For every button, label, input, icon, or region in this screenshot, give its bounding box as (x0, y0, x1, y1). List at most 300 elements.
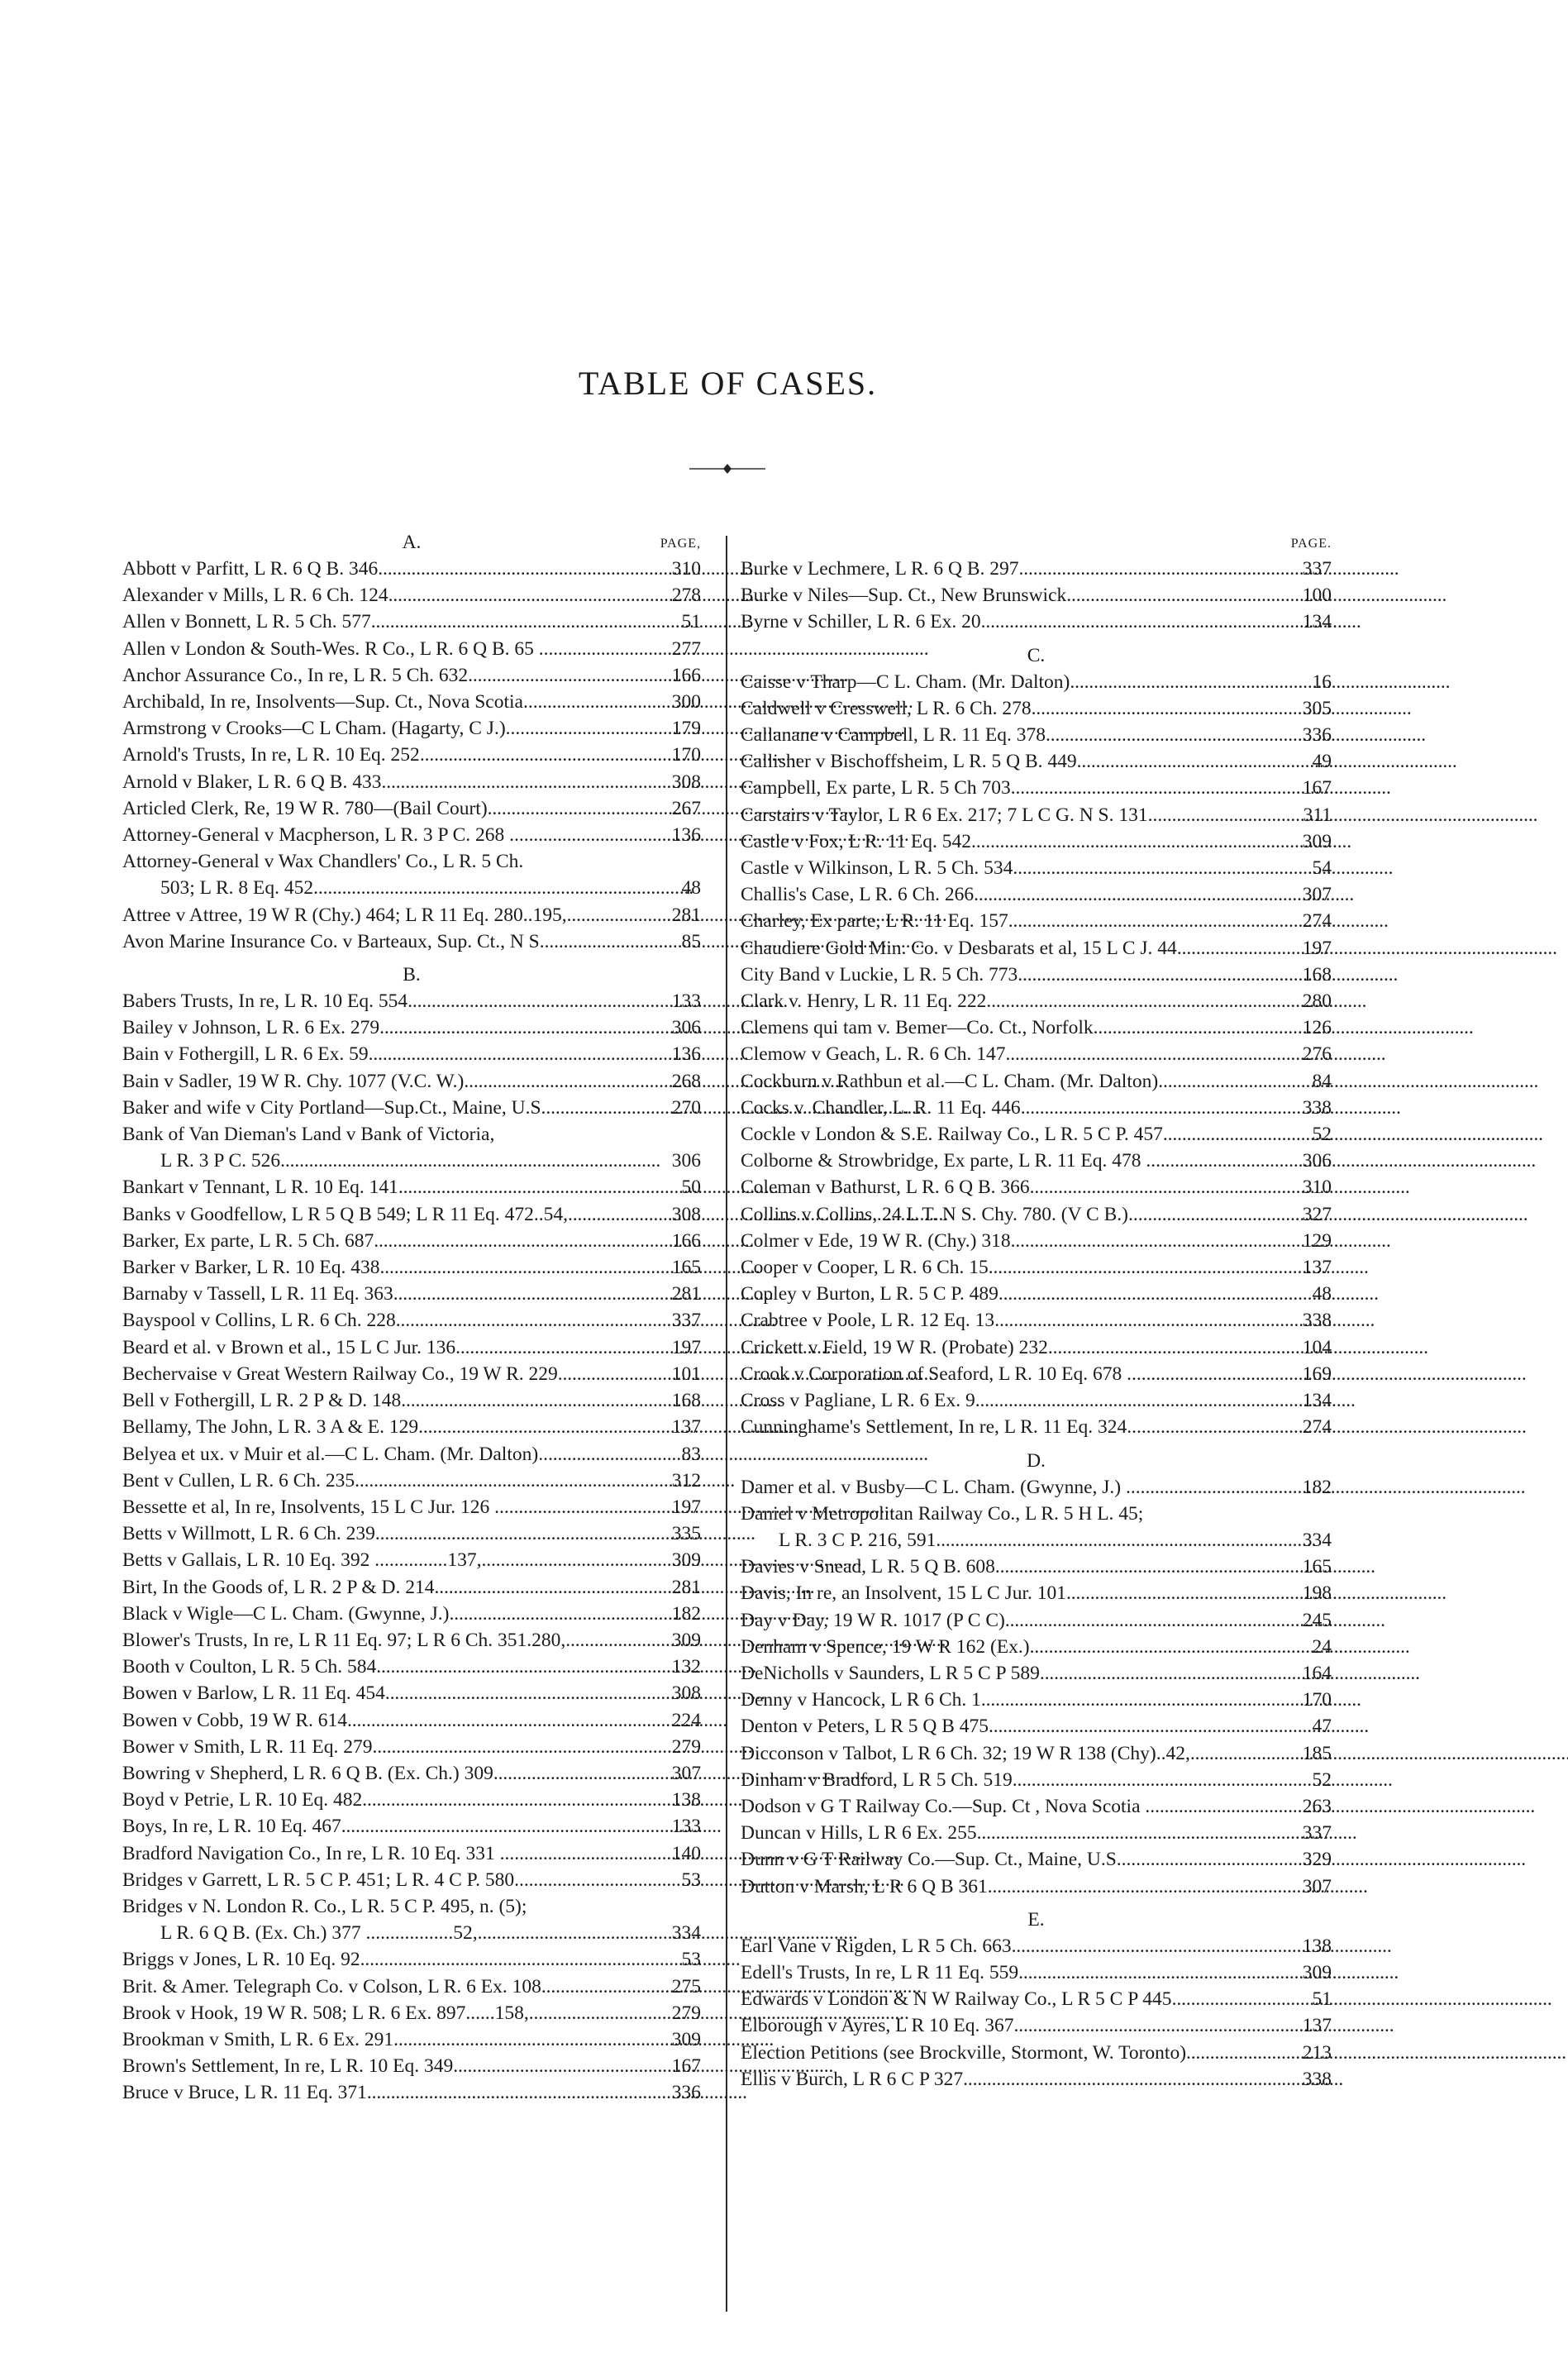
case-page-number: 136 (671, 1043, 701, 1066)
case-entry (741, 1387, 1332, 1414)
case-entry (122, 1441, 701, 1468)
case-name: Bridges v Garrett, L R. 5 C P. 451; L R. 4 C P. 580.. (122, 1869, 524, 1891)
dot-leader (378, 556, 665, 582)
case-page-number: 327 (1302, 1203, 1332, 1225)
case-page-number: 310 (671, 558, 701, 580)
case-entry (122, 1601, 701, 1627)
case-page-number: 133 (671, 990, 701, 1013)
case-page-number: 134 (1302, 1390, 1332, 1412)
section-letter-a: A. (402, 532, 422, 553)
dot-leader (280, 1148, 665, 1174)
dot-leader (371, 609, 665, 635)
case-page-number: 263 (1302, 1795, 1332, 1817)
case-page-number: 168 (1302, 963, 1332, 986)
case-page-number: 51 (681, 611, 701, 633)
case-entry (741, 1201, 1332, 1228)
case-entry (741, 1361, 1332, 1387)
case-name: Dutton v Marsh, L R 6 Q B 361 (741, 1875, 988, 1897)
dot-leader (989, 1713, 1295, 1740)
case-page-number: 198 (1302, 1582, 1332, 1605)
case-page-number: 224 (671, 1709, 701, 1731)
case-entry (122, 1734, 701, 1760)
case-name: Bank of Van Dieman's Land v Bank of Victoria, (122, 1124, 495, 1146)
case-entry (741, 1307, 1332, 1334)
case-name: Bowen v Barlow, L R. 11 Eq. 454 (122, 1682, 385, 1705)
case-name: Clark v. Henry, L R. 11 Eq. 222 (741, 990, 987, 1013)
dot-leader (381, 769, 665, 795)
case-entry (741, 1414, 1332, 1440)
dot-leader (1032, 695, 1295, 722)
case-entry (122, 1281, 701, 1307)
case-entry (741, 1501, 1332, 1527)
right-column (741, 529, 1332, 2093)
case-entry (741, 748, 1332, 775)
case-name: Cunninghame's Settlement, In re, L R. 11 Eq. 324.... (741, 1416, 1146, 1439)
dot-leader (455, 1334, 665, 1361)
section-e-entries (741, 1933, 1332, 2093)
page-title: TABLE OF CASES. (578, 365, 878, 402)
case-page-number: 137 (671, 1416, 701, 1439)
case-page-number: 336 (1302, 724, 1332, 747)
case-page-number: 213 (1302, 2041, 1332, 2064)
case-name: Belyea et ux. v Muir et al.—C L. Cham. (Mr. Dalton).. (122, 1443, 548, 1465)
case-name: Coleman v Bathurst, L R. 6 Q B. 366 (741, 1176, 1030, 1199)
dot-leader (1011, 1228, 1295, 1254)
case-entry (122, 1547, 701, 1573)
section-letter-c: C. (1027, 644, 1046, 666)
section-letter-b: B. (403, 964, 421, 986)
case-name: Davis, In re, an Insolvent, 15 L C Jur. 101 (741, 1582, 1067, 1605)
dot-leader (1066, 582, 1295, 609)
case-name: Crabtree v Poole, L R. 12 Eq. 13 (741, 1310, 995, 1332)
case-page-number: 53 (681, 1949, 701, 1971)
case-name: Brit. & Amer. Telegraph Co. v Colson, L R. 6 Ex. 108 (122, 1975, 541, 1997)
case-page-number: 337 (1302, 1822, 1332, 1845)
case-page-number: 276 (1302, 1043, 1332, 1066)
dot-leader (558, 1361, 665, 1387)
case-entry (741, 1740, 1332, 1767)
case-page-number: 126 (1302, 1017, 1332, 1039)
case-entry (741, 1121, 1332, 1148)
case-name: Bechervaise v Great Western Railway Co., 19 W R. 229 (122, 1363, 558, 1385)
case-entry (741, 669, 1332, 695)
dot-leader (1146, 1414, 1295, 1440)
section-b-entries (122, 988, 701, 2107)
case-page-number: 307 (1302, 884, 1332, 906)
case-entry (741, 775, 1332, 801)
case-name: Cockle v London & S.E. Railway Co., L R. 5 C P. 457 (741, 1124, 1163, 1146)
case-name: Bain v Sadler, 19 W R. Chy. 1077 (V.C. W.) (122, 1070, 465, 1092)
dot-leader (313, 875, 665, 901)
dot-leader (1172, 1986, 1295, 2012)
dot-leader (1177, 935, 1295, 962)
case-page-number: 167 (1302, 777, 1332, 799)
case-name: Barker, Ex parte, L R. 5 Ch. 687 (122, 1229, 374, 1252)
dot-leader (1146, 1846, 1295, 1873)
dot-leader (994, 1307, 1295, 1334)
dot-leader (1077, 748, 1295, 775)
case-name: Chaudiere Gold Min. Co. v Desbarats et al, 15 L C J. 44 (741, 937, 1177, 959)
section-letter-e: E. (1027, 1908, 1045, 1931)
case-page-number: 132 (671, 1656, 701, 1678)
case-entry (122, 848, 701, 875)
case-entry (741, 1933, 1332, 1959)
case-name: Bell v Fothergill, L R. 2 P & D. 148 (122, 1390, 402, 1412)
case-page-number: 138 (671, 1789, 701, 1811)
case-page-number: 166 (671, 664, 701, 686)
case-entry (122, 1520, 701, 1547)
dot-leader (565, 1627, 665, 1654)
case-name: Armstrong v Crooks—C L Cham. (Hagarty, C J.).... (122, 718, 526, 740)
case-name: Black v Wigle—C L. Cham. (Gwynne, J.) (122, 1602, 450, 1625)
dot-leader (1070, 669, 1295, 695)
case-entry (741, 695, 1332, 722)
dot-leader (1030, 1174, 1295, 1200)
case-page-number: 129 (1302, 1229, 1332, 1252)
case-name: Day v Day, 19 W R. 1017 (P C C) (741, 1609, 1005, 1631)
dot-leader (1013, 1767, 1295, 1793)
section-a-entries (122, 556, 701, 955)
dot-leader (1019, 556, 1295, 582)
case-entry (122, 902, 701, 928)
case-entry (122, 1654, 701, 1680)
case-page-number: 134 (1302, 611, 1332, 633)
case-page-number: 54 (1312, 857, 1332, 880)
case-entry (122, 1974, 701, 2000)
case-name: Avon Marine Insurance Co. v Barteaux, Sup. Ct., N S. (122, 930, 545, 952)
dot-leader (546, 1095, 665, 1121)
case-entry (122, 1893, 701, 1920)
case-name: Brook v Hook, 19 W R. 508; L R. 6 Ex. 897......158, (122, 2002, 529, 2024)
case-name: Bruce v Bruce, L R. 11 Eq. 371 (122, 2082, 367, 2104)
dot-leader (341, 1813, 665, 1840)
dot-leader (995, 1554, 1295, 1580)
case-name: Boyd v Petrie, L R. 10 Eq. 482 (122, 1789, 363, 1811)
case-page-number: 24 (1312, 1635, 1332, 1658)
dot-leader (407, 988, 665, 1014)
case-entry (122, 928, 701, 955)
case-name: Brown's Settlement, In re, L R. 10 Eq. 349 (122, 2055, 454, 2078)
dot-leader (1158, 1068, 1295, 1095)
case-page-number: 165 (1302, 1556, 1332, 1578)
case-page-number: 182 (671, 1602, 701, 1625)
case-name: Brookman v Smith, L R. 6 Ex. 291 (122, 2028, 394, 2050)
ornament-rule (686, 463, 769, 475)
dot-leader (1011, 775, 1295, 801)
case-page-number: 182 (1302, 1476, 1332, 1498)
case-name: Alexander v Mills, L R. 6 Ch. 124 (122, 585, 388, 607)
case-page-number: 268 (671, 1070, 701, 1092)
dot-leader (963, 2066, 1295, 2093)
dot-leader (1186, 2040, 1295, 2066)
case-entry (122, 1414, 701, 1440)
case-name: Denton v Peters, L R 5 Q B 475 (741, 1716, 989, 1738)
case-entry (122, 1254, 701, 1281)
case-page-number: 338 (1302, 1096, 1332, 1119)
case-page-number: 165 (671, 1257, 701, 1279)
case-page-number: 308 (671, 1203, 701, 1225)
dot-leader (548, 1441, 665, 1468)
case-entry (122, 875, 701, 901)
dot-leader (1048, 1334, 1295, 1361)
dot-leader (393, 1281, 665, 1307)
case-page-number: 245 (1302, 1609, 1332, 1631)
dot-leader (396, 1307, 665, 1334)
case-name: Arnold's Trusts, In re, L R. 10 Eq. 252 (122, 744, 420, 766)
case-name: Bellamy, The John, L R. 3 A & E. 129 (122, 1416, 419, 1439)
dot-leader (449, 1601, 665, 1627)
dot-leader (360, 1946, 665, 1973)
case-entry (122, 1840, 701, 1867)
case-name: Bowring v Shepherd, L R. 6 Q B. (Ex. Ch.) 309 (122, 1762, 493, 1784)
case-entry (122, 582, 701, 609)
case-page-number: 270 (671, 1096, 701, 1119)
case-page-number: 185 (1302, 1742, 1332, 1764)
case-entry (741, 881, 1332, 908)
case-name: Crook v Corporation of Seaford, L R. 10 Eq. 678 .... (741, 1363, 1146, 1385)
case-name: Betts v Gallais, L R. 10 Eq. 392 ...............137, (122, 1549, 482, 1572)
dot-leader (529, 822, 665, 848)
case-entry (741, 1820, 1332, 1846)
dot-leader (379, 1254, 665, 1281)
dot-leader (1146, 1361, 1295, 1387)
case-entry (122, 769, 701, 795)
case-entry (122, 1760, 701, 1787)
dot-leader (986, 988, 1295, 1014)
case-entry (122, 988, 701, 1014)
case-page-number: 53 (681, 1869, 701, 1891)
dot-leader (988, 1873, 1295, 1900)
section-c-entries (741, 669, 1332, 1441)
case-entry (122, 742, 701, 768)
case-page-number: 16 (1312, 671, 1332, 693)
case-entry (741, 1527, 1332, 1554)
case-entry (122, 662, 701, 689)
case-entry (741, 1334, 1332, 1361)
case-name: Allen v London & South-Wes. R Co., L R. 6 Q B. 65 .. (122, 637, 549, 660)
case-page-number: 309 (1302, 830, 1332, 852)
case-entry (122, 1787, 701, 1813)
dot-leader (362, 1787, 665, 1813)
case-entry (122, 1361, 701, 1387)
dot-leader (545, 928, 665, 955)
case-page-number: 334 (671, 1922, 701, 1945)
case-page-number: 336 (671, 2082, 701, 2104)
case-entry (122, 2079, 701, 2106)
dot-leader (1005, 1041, 1295, 1067)
section-d-entries (741, 1474, 1332, 1900)
dot-leader (369, 1041, 665, 1067)
case-name: Bailey v Johnson, L R. 6 Ex. 279 (122, 1017, 380, 1039)
case-name: Byrne v Schiller, L R. 6 Ex. 20 (741, 611, 981, 633)
dot-leader (435, 1574, 665, 1601)
case-name: Charley, Ex parte, L R. 11 Eq. 157 (741, 910, 1008, 933)
case-entry (122, 1121, 701, 1148)
case-name: Cooper v Cooper, L R. 6 Ch. 15 (741, 1257, 989, 1279)
case-page-number: 48 (681, 877, 701, 900)
case-page-number: 179 (671, 718, 701, 740)
dot-leader (998, 1281, 1295, 1307)
case-page-number: 307 (671, 1762, 701, 1784)
case-name: Colborne & Strowbridge, Ex parte, L R. 11 Eq. 478 .. (741, 1150, 1156, 1172)
case-name: 503; L R. 8 Eq. 452 (160, 877, 314, 900)
case-name: Betts v Willmott, L R. 6 Ch. 239 (122, 1523, 375, 1545)
case-page-number: 305 (1302, 697, 1332, 719)
case-entry (741, 1634, 1332, 1660)
dot-leader (977, 1820, 1295, 1846)
case-entry (741, 1959, 1332, 1986)
case-name: Campbell, Ex parte, L R. 5 Ch 703 (741, 777, 1011, 799)
case-name: Dinham v Bradford, L R 5 Ch. 519 (741, 1768, 1013, 1791)
case-name: Davies v Snead, L R. 5 Q B. 608 (741, 1556, 995, 1578)
case-entry (741, 1793, 1332, 1820)
dot-leader (1030, 1634, 1295, 1660)
case-entry (122, 1627, 701, 1654)
case-name: L R. 6 Q B. (Ex. Ch.) 377 ..................52, (160, 1922, 478, 1945)
case-name: Barnaby v Tassell, L R. 11 Eq. 363 (122, 1283, 393, 1305)
case-name: Carstairs v Taylor, L R 6 Ex. 217; 7 L C G. N S. 131.. (741, 804, 1158, 826)
case-name: Babers Trusts, In re, L R. 10 Eq. 554 (122, 990, 408, 1013)
case-page-number: 338 (1302, 2068, 1332, 2090)
case-name: Dodson v G T Railway Co.—Sup. Ct , Nova Scotia .. (741, 1795, 1156, 1817)
case-entry (741, 1095, 1332, 1121)
case-entry (741, 556, 1332, 582)
case-page-number: 306 (671, 1150, 701, 1172)
case-entry (741, 988, 1332, 1014)
dot-leader (525, 715, 665, 742)
dot-leader (418, 1414, 665, 1440)
case-entry (122, 1334, 701, 1361)
case-entry (741, 935, 1332, 962)
case-entry (122, 1174, 701, 1200)
case-name: Castle v Fox, L R. 11 Eq. 542 (741, 830, 971, 852)
case-page-number: 308 (671, 771, 701, 793)
case-name: Cockburn v Rathbun et al.—C L. Cham. (Mr. Dalton) (741, 1070, 1159, 1092)
section-letter-d: D. (1027, 1449, 1046, 1472)
case-entry (122, 795, 701, 822)
case-name: Baker and wife v City Portland—Sup.Ct., Maine, U.S. (122, 1096, 546, 1119)
dot-leader (1005, 1607, 1295, 1634)
case-entry (741, 1873, 1332, 1900)
case-page-number: 308 (671, 1682, 701, 1705)
dot-leader (482, 1547, 665, 1573)
case-name: Edell's Trusts, In re, L R 11 Eq. 559 (741, 1961, 1019, 1983)
dot-leader (464, 1068, 665, 1095)
case-name: Banks v Goodfellow, L R 5 Q B 549; L R 11 Eq. 472..54, (122, 1203, 568, 1225)
case-entry (122, 1946, 701, 1973)
case-name: Callisher v Bischoffsheim, L R. 5 Q B. 449 (741, 751, 1077, 773)
case-entry (741, 1580, 1332, 1606)
case-name: Election Petitions (see Brockville, Stormont, W. Toronto) (741, 2041, 1187, 2064)
case-page-number: 133 (671, 1816, 701, 1838)
case-page-number: 279 (671, 2002, 701, 2024)
dot-leader (379, 1014, 665, 1041)
case-page-number: 100 (1302, 585, 1332, 607)
case-page-number: 51 (1312, 1988, 1332, 2011)
case-name: Bridges v N. London R. Co., L R. 5 C P. 495, n. (5); (122, 1895, 527, 1917)
dot-leader (981, 609, 1295, 635)
case-entry (741, 1014, 1332, 1041)
case-entry (741, 1068, 1332, 1095)
case-name: Elborough v Ayres, L R 10 Eq. 367 (741, 2015, 1014, 2037)
dot-leader (1012, 1933, 1295, 1959)
case-entry (122, 2026, 701, 2053)
case-page-number: 104 (1302, 1336, 1332, 1358)
case-name: Caldwell v Cresswell, L R. 6 Ch. 278 (741, 697, 1032, 719)
case-name: Boys, In re, L R. 10 Eq. 467 (122, 1816, 341, 1838)
case-name: Attree v Attree, 19 W R (Chy.) 464; L R 11 Eq. 280..195, (122, 904, 567, 926)
case-page-number: 279 (671, 1735, 701, 1758)
case-name: Bradford Navigation Co., In re, L R. 10 Eq. 331 .... (122, 1842, 520, 1864)
case-page-number: 307 (1302, 1875, 1332, 1897)
case-entry (741, 1041, 1332, 1067)
case-entry (122, 1867, 701, 1893)
case-name: Colmer v Ede, 19 W R. (Chy.) 318 (741, 1229, 1011, 1252)
case-name: Duncan v Hills, L R 6 Ex. 255 (741, 1822, 977, 1845)
dot-leader (1013, 855, 1295, 881)
case-entry (122, 1201, 701, 1228)
case-entry (741, 802, 1332, 828)
case-name: Clemow v Geach, L. R. 6 Ch. 147 (741, 1043, 1006, 1066)
case-entry (122, 1095, 701, 1121)
case-name: Bankart v Tennant, L R. 10 Eq. 141 (122, 1176, 398, 1199)
case-entry (741, 1554, 1332, 1580)
case-page-number: 137 (1302, 2015, 1332, 2037)
dot-leader (355, 1468, 665, 1494)
case-name: Bent v Cullen, L R. 6 Ch. 235 (122, 1469, 355, 1492)
dot-leader (1018, 1959, 1295, 1986)
case-page-number: 84 (1312, 1070, 1332, 1092)
dot-leader (974, 881, 1295, 908)
dot-leader (1157, 802, 1295, 828)
case-page-number: 136 (671, 824, 701, 847)
dot-leader (936, 1527, 1295, 1554)
case-name: Birt, In the Goods of, L R. 2 P & D. 214 (122, 1576, 435, 1598)
dot-leader (393, 2026, 665, 2053)
dot-leader (567, 902, 665, 928)
dot-leader (398, 1174, 665, 1200)
case-entry (122, 1707, 701, 1734)
case-entry (122, 715, 701, 742)
case-entry (122, 2053, 701, 2079)
case-entry (741, 1687, 1332, 1713)
case-name: Bessette et al, In re, Insolvents, 15 L C Jur. 126 .... (122, 1496, 514, 1518)
case-page-number: 309 (671, 1549, 701, 1572)
dot-leader (385, 1680, 665, 1706)
case-page-number: 169 (1302, 1363, 1332, 1385)
case-name: DeNicholls v Saunders, L R 5 C P 589 (741, 1662, 1040, 1684)
case-page-number: 309 (671, 1629, 701, 1651)
case-name: Ellis v Burch, L R 6 C P 327 (741, 2068, 964, 2090)
case-entry (122, 1468, 701, 1494)
dot-leader (1066, 1580, 1295, 1606)
dot-leader (347, 1707, 665, 1734)
case-page-number: 281 (671, 1283, 701, 1305)
case-name: Blower's Trusts, In re, L R 11 Eq. 97; L R 6 Ch. 351.280, (122, 1629, 566, 1651)
dot-leader (388, 582, 665, 609)
case-name: Anchor Assurance Co., In re, L R. 5 Ch. 632 (122, 664, 469, 686)
case-entry (741, 722, 1332, 748)
case-entry (741, 908, 1332, 934)
case-entry (741, 2040, 1332, 2066)
case-page-number: 47 (1312, 1716, 1332, 1738)
dot-leader (514, 1494, 665, 1520)
case-entry (122, 1228, 701, 1254)
section-b-continued-entries (741, 556, 1332, 636)
case-name: Bowen v Cobb, 19 W R. 614 (122, 1709, 348, 1731)
case-entry (741, 1607, 1332, 1634)
case-entry (122, 1307, 701, 1334)
